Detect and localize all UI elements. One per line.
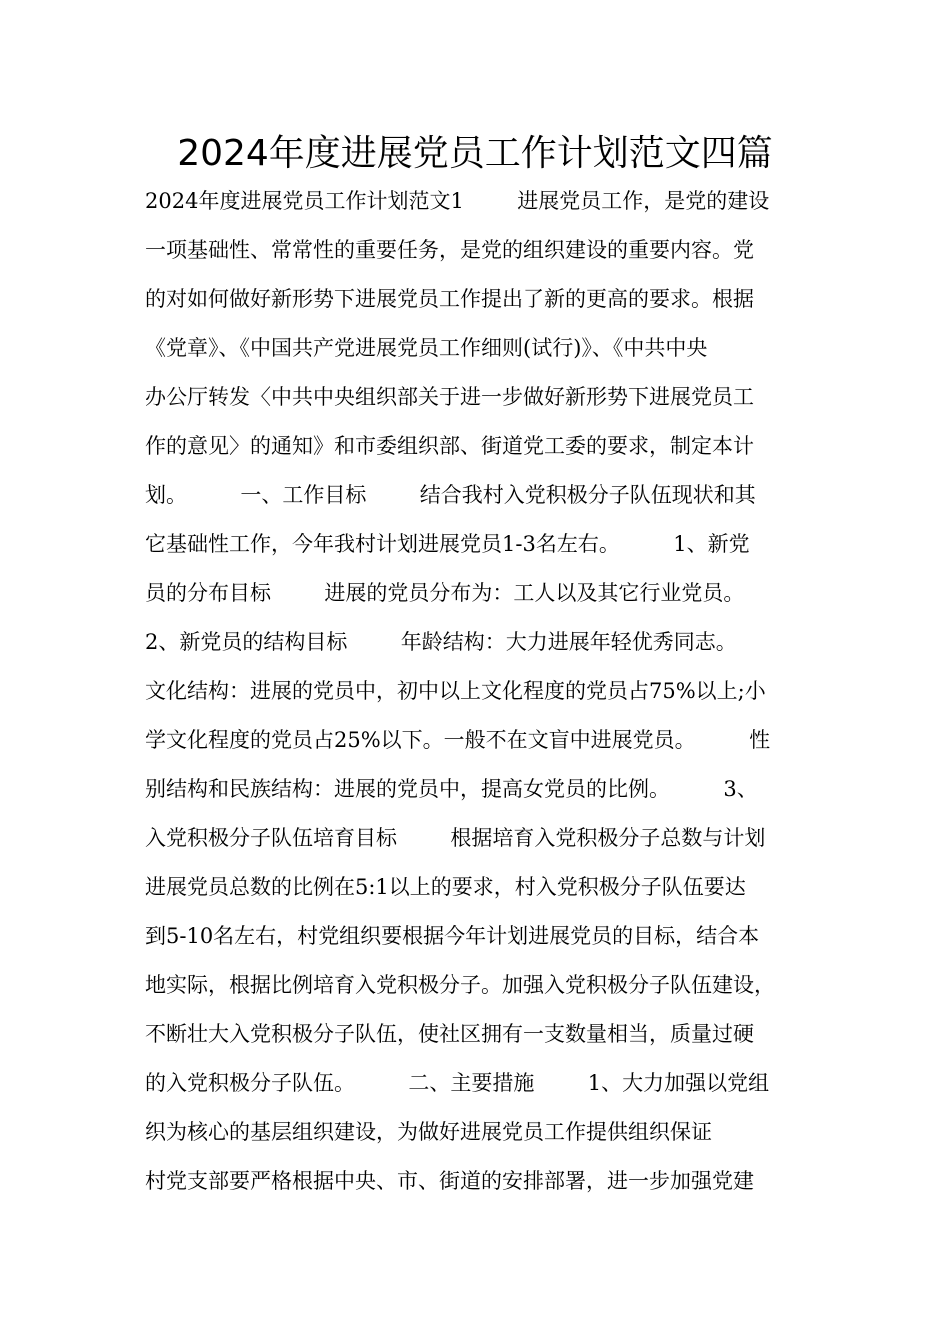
document-title: 2024年度进展党员工作计划范文四篇 xyxy=(177,133,773,174)
body-line: 织为核心的基层组织建设，为做好进展党员工作提供组织保证 xyxy=(145,1120,712,1144)
body-line: 村党支部要严格根据中央、市、街道的安排部署，进一步加强党建 xyxy=(145,1169,754,1193)
body-line: 到5-10名左右，村党组织要根据今年计划进展党员的目标，结合本 xyxy=(145,924,760,948)
body-line: 入党积极分子队伍培育目标 根据培育入党积极分子总数与计划 xyxy=(145,826,766,850)
body-line: 它基础性工作，今年我村计划进展党员1-3名左右。 1、新党 xyxy=(145,532,750,556)
body-line: 不断壮大入党积极分子队伍，使社区拥有一支数量相当，质量过硬 xyxy=(145,1022,754,1046)
body-line: 2、新党员的结构目标 年龄结构：大力进展年轻优秀同志。 xyxy=(145,630,737,654)
body-line: 进展党员总数的比例在5:1以上的要求，村入党积极分子队伍要达 xyxy=(145,875,746,899)
body-line: 文化结构：进展的党员中，初中以上文化程度的党员占75%以上;小 xyxy=(145,679,766,703)
body-line: 的入党积极分子队伍。 二、主要措施 1、大力加强以党组 xyxy=(145,1071,770,1095)
body-line: 划。 一、工作目标 结合我村入党积极分子队伍现状和其 xyxy=(145,483,756,507)
body-line: 一项基础性、常常性的重要任务，是党的组织建设的重要内容。党 xyxy=(145,238,754,262)
body-line: 的对如何做好新形势下进展党员工作提出了新的更高的要求。根据 xyxy=(145,287,754,311)
document-body xyxy=(145,182,825,1211)
body-line: 《党章》、《中国共产党进展党员工作细则(试行)》、《中共中央 xyxy=(145,336,708,360)
body-line: 学文化程度的党员占25%以下。一般不在文盲中进展党员。 性 xyxy=(145,728,771,752)
body-line: 地实际，根据比例培育入党积极分子。加强入党积极分子队伍建设， xyxy=(145,973,775,997)
body-line: 别结构和民族结构：进展的党员中，提高女党员的比例。 3、 xyxy=(145,777,758,801)
body-line: 办公厅转发〈中共中央组织部关于进一步做好新形势下进展党员工 xyxy=(145,385,754,409)
body-line: 2024年度进展党员工作计划范文1 进展党员工作，是党的建设 xyxy=(145,189,770,213)
body-line: 作的意见〉的通知》和市委组织部、街道党工委的要求，制定本计 xyxy=(145,434,754,458)
body-line: 员的分布目标 进展的党员分布为：工人以及其它行业党员。 xyxy=(145,581,745,605)
